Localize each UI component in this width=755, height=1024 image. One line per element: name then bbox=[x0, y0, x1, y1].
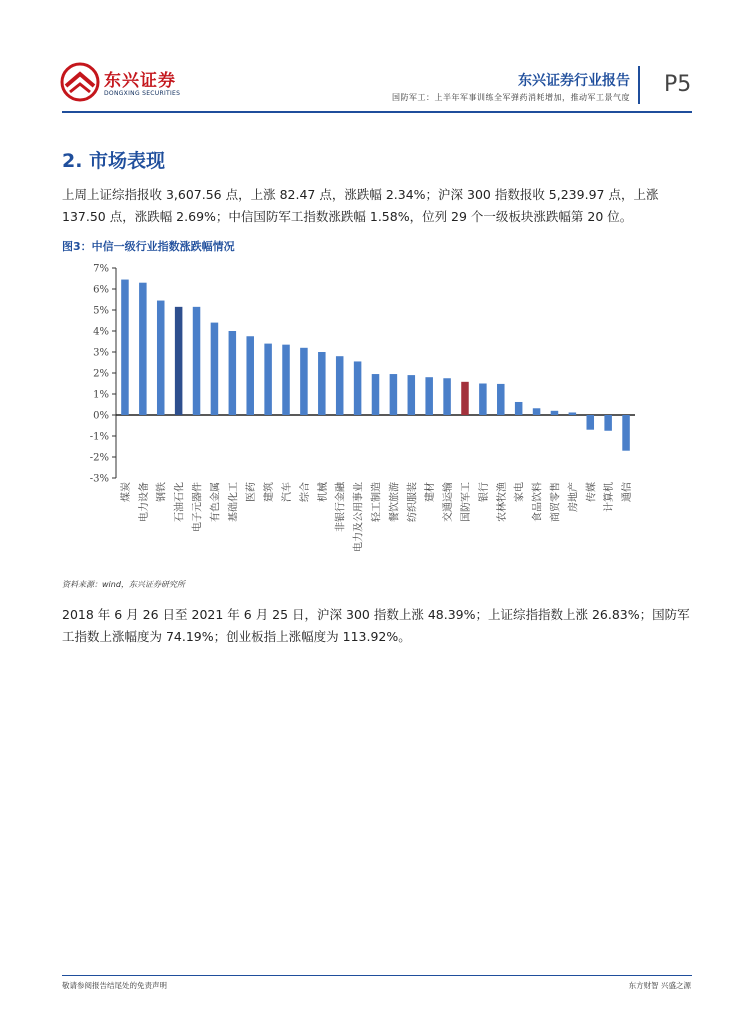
section-title: 2. 市场表现 bbox=[62, 150, 166, 172]
x-tick-label: 轻工制造 bbox=[371, 482, 383, 522]
footer-disclaimer: 敬请参阅报告结尾处的免责声明 bbox=[62, 981, 167, 990]
x-tick-label: 通信 bbox=[622, 482, 634, 502]
y-tick-label: -3% bbox=[89, 473, 109, 485]
x-tick-label: 交通运输 bbox=[443, 482, 455, 522]
bar-11 bbox=[300, 348, 308, 415]
bar-1 bbox=[121, 280, 129, 415]
bar-24 bbox=[533, 408, 541, 415]
x-tick-label: 电力设备 bbox=[138, 482, 150, 522]
header-rule bbox=[62, 111, 692, 113]
bar-5 bbox=[193, 307, 201, 415]
bar-25 bbox=[551, 411, 559, 415]
y-tick-label: 6% bbox=[93, 284, 109, 296]
x-tick-label: 基础化工 bbox=[228, 482, 240, 522]
bar-23 bbox=[515, 402, 523, 415]
bar-15 bbox=[372, 374, 380, 415]
bar-21 bbox=[479, 384, 487, 416]
logo-text-en: DONGXING SECURITIES bbox=[104, 90, 181, 97]
logo-mark-icon bbox=[60, 62, 100, 102]
bar-2 bbox=[139, 283, 147, 415]
bar-20 bbox=[461, 382, 469, 415]
x-tick-label: 医药 bbox=[246, 482, 258, 502]
x-tick-label: 商贸零售 bbox=[550, 482, 562, 522]
industry-index-bar-chart bbox=[60, 258, 700, 578]
x-tick-label: 钢铁 bbox=[156, 482, 168, 502]
bar-6 bbox=[211, 323, 219, 415]
y-tick-label: 3% bbox=[93, 347, 109, 359]
logo-text-cn: 东兴证券 bbox=[104, 71, 176, 91]
x-tick-label: 房地产 bbox=[568, 482, 580, 512]
y-tick-label: 0% bbox=[93, 410, 109, 422]
header-divider bbox=[638, 66, 640, 104]
report-brand: 东兴证券行业报告 bbox=[518, 73, 630, 89]
y-tick-label: 5% bbox=[93, 305, 109, 317]
x-tick-label: 国防军工 bbox=[460, 482, 472, 522]
bar-28 bbox=[604, 415, 612, 431]
bar-8 bbox=[246, 336, 254, 415]
bar-4 bbox=[175, 307, 183, 415]
x-tick-label: 传媒 bbox=[586, 482, 598, 502]
x-tick-label: 综合 bbox=[299, 482, 311, 502]
x-tick-label: 食品饮料 bbox=[532, 482, 544, 522]
bar-10 bbox=[282, 345, 290, 415]
footer-rule bbox=[62, 975, 692, 976]
y-tick-label: 7% bbox=[93, 263, 109, 275]
paragraph-market-summary: 上周上证综指报收 3,607.56 点，上涨 82.47 点，涨跌幅 2.34%；沪深 300 指数报收 5,239.97 点，上涨 137.50 点，涨跌幅 2.69%；中信国防军工指数涨跌幅 1.58%，位列 29 个一级板块涨跌幅第 20 位。 bbox=[62, 187, 659, 224]
y-tick-label: 1% bbox=[93, 389, 109, 401]
x-tick-label: 电子元器件 bbox=[192, 482, 204, 532]
bar-9 bbox=[264, 344, 272, 415]
bar-17 bbox=[408, 375, 416, 415]
bar-14 bbox=[354, 361, 362, 415]
figure-title: 图3：中信一级行业指数涨跌幅情况 bbox=[62, 240, 235, 253]
x-tick-label: 建筑 bbox=[264, 482, 276, 502]
page-number: P5 bbox=[664, 72, 692, 97]
x-tick-label: 计算机 bbox=[604, 482, 616, 512]
paragraph-period-performance: 2018 年 6 月 26 日至 2021 年 6 月 25 日，沪深 300 指数上涨 48.39%；上证综指指数上涨 26.83%；国防军工指数上涨幅度为 74.19%；创业板指上涨幅度为 113.92%。 bbox=[62, 607, 690, 644]
x-tick-label: 建材 bbox=[425, 482, 437, 502]
bar-7 bbox=[229, 331, 237, 415]
company-logo bbox=[60, 62, 220, 106]
bar-12 bbox=[318, 352, 326, 415]
bar-16 bbox=[390, 374, 398, 415]
y-tick-label: 4% bbox=[93, 326, 109, 338]
bar-13 bbox=[336, 356, 344, 415]
page-header bbox=[0, 0, 755, 120]
x-tick-label: 农林牧渔 bbox=[496, 482, 508, 522]
x-tick-label: 电力及公用事业 bbox=[353, 482, 365, 552]
bar-3 bbox=[157, 301, 165, 415]
y-tick-label: 2% bbox=[93, 368, 109, 380]
bar-22 bbox=[497, 384, 505, 415]
footer-slogan: 东方财智 兴盛之源 bbox=[628, 981, 691, 990]
bar-19 bbox=[443, 378, 451, 415]
x-tick-label: 银行 bbox=[478, 482, 490, 502]
y-tick-label: -1% bbox=[89, 431, 109, 443]
bar-18 bbox=[425, 377, 433, 415]
bar-29 bbox=[622, 415, 630, 451]
x-tick-label: 家电 bbox=[514, 482, 526, 502]
x-tick-label: 煤炭 bbox=[120, 482, 132, 502]
x-tick-label: 有色金属 bbox=[210, 482, 222, 522]
x-tick-label: 石油石化 bbox=[174, 482, 186, 522]
x-tick-label: 餐饮旅游 bbox=[389, 482, 401, 522]
x-tick-label: 机械 bbox=[317, 482, 329, 502]
report-subtitle: 国防军工：上半年军事训练全军弹药消耗增加，推动军工景气度 bbox=[392, 93, 630, 102]
bar-27 bbox=[587, 415, 595, 430]
x-tick-label: 纺织服装 bbox=[407, 482, 419, 522]
x-tick-label: 非银行金融 bbox=[335, 482, 347, 532]
bar-26 bbox=[569, 412, 577, 415]
figure-source: 资料来源：wind，东兴证券研究所 bbox=[62, 580, 185, 589]
y-tick-label: -2% bbox=[89, 452, 109, 464]
x-tick-label: 汽车 bbox=[282, 482, 294, 502]
